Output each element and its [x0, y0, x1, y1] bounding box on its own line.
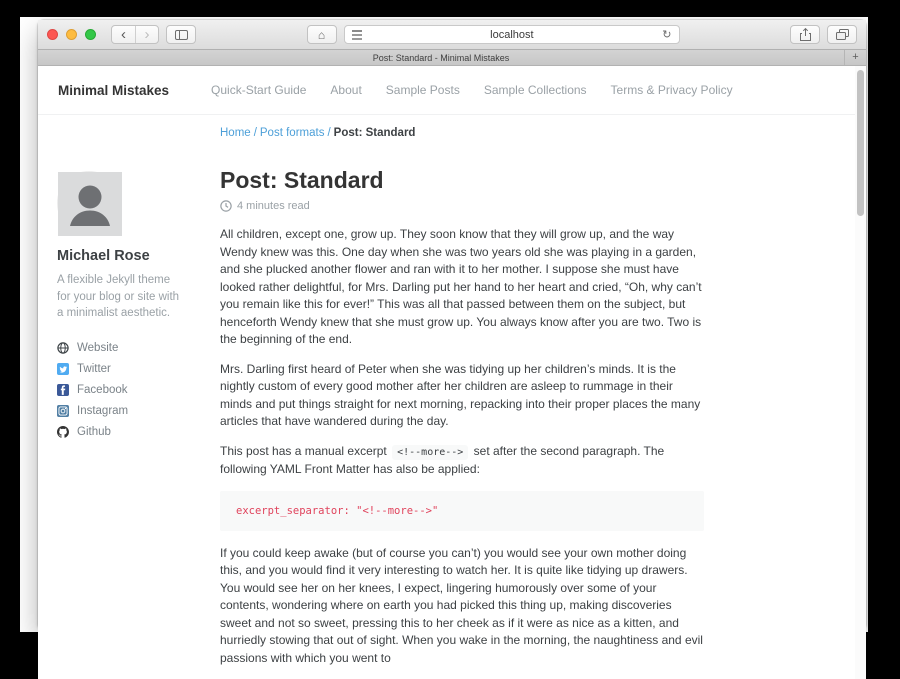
close-window-button[interactable]: [47, 29, 58, 40]
share-button[interactable]: [790, 25, 820, 44]
article-meta: [220, 200, 704, 212]
breadcrumb: [220, 127, 704, 139]
read-time: 4 minutes read: [237, 200, 310, 212]
sidebar-toggle-button[interactable]: [166, 25, 196, 44]
author-link-label: Website: [77, 342, 119, 355]
safari-window: [38, 20, 866, 665]
instagram-icon: [57, 405, 69, 417]
author-link-label: Twitter: [77, 363, 111, 376]
author-link-twitter[interactable]: [57, 363, 220, 375]
refresh-button[interactable]: ↻: [662, 29, 672, 41]
site-title-link[interactable]: Minimal Mistakes: [58, 82, 170, 98]
show-tabs-button[interactable]: [827, 25, 857, 44]
active-tab[interactable]: [38, 50, 844, 65]
twitter-icon: [57, 363, 69, 375]
author-links: [57, 342, 220, 438]
browser-toolbar: [38, 20, 866, 50]
address-bar[interactable]: [344, 25, 680, 44]
home-icon: ⌂: [317, 27, 326, 42]
article-title: Post: Standard: [220, 167, 384, 193]
primary-nav: [211, 83, 733, 97]
article-paragraph: Mrs. Darling first heard of Peter when she was tidying up her children’s minds. It is the nightly custom of every good mother after her children are asleep to rummage in their minds and put things straight for next morning, repacking into their proper places the many articles that have wandered during the day.: [220, 361, 701, 428]
author-link-label: Facebook: [77, 384, 128, 397]
home-button[interactable]: [307, 25, 337, 44]
code-punct: :: [343, 504, 357, 517]
window-controls: [47, 29, 96, 40]
breadcrumb-separator: /: [327, 127, 331, 139]
breadcrumb-post-formats-link[interactable]: Post formats: [259, 127, 325, 139]
history-nav: [111, 25, 159, 44]
code-key: excerpt_separator: [236, 504, 344, 517]
breadcrumb-current: Post: Standard: [333, 127, 416, 139]
url-text: localhost: [490, 28, 534, 41]
inline-code: <!--more-->: [392, 445, 468, 460]
scrollbar-thumb[interactable]: [857, 70, 864, 216]
share-icon: [800, 28, 811, 41]
article-paragraph: All children, except one, grow up. They soon know that they will grow up, and the way Wendy knew was this. One day when she was two years old she was playing in a garden, and she plucked another flower and ran with it to her mother. I suppose she must have looked rather delightful, for Mrs. Darling put her hand to her heart and cried, “Oh, why can’t you remain like this for ever!” This was all that passed between them on the subject, but henceforth Wendy knew that she must grow up. You always know after you are two. Two is the beginning of the end.: [220, 227, 702, 346]
paragraph-text: This post has a manual excerpt: [220, 443, 391, 458]
yaml-code-block: [220, 491, 704, 531]
back-button[interactable]: ‹: [121, 26, 126, 43]
avatar-silhouette: [58, 172, 122, 236]
new-tab-button[interactable]: +: [844, 50, 866, 65]
clock-icon: [220, 200, 232, 212]
page-viewport: [38, 66, 866, 679]
tabs-icon: [836, 29, 849, 40]
article-main: [220, 127, 704, 679]
reader-icon[interactable]: [352, 30, 362, 40]
author-name: Michael Rose: [57, 248, 150, 264]
author-link-website[interactable]: [57, 342, 220, 354]
paragraph-text: set after the second paragraph. The following YAML Front Matter has also be applied:: [220, 443, 665, 476]
facebook-icon: [57, 384, 69, 396]
nav-item-terms-privacy[interactable]: Terms & Privacy Policy: [610, 83, 733, 97]
author-bio: A flexible Jekyll theme for your blog or site with a minimalist aesthetic.: [57, 274, 180, 320]
site-masthead: [38, 66, 866, 115]
author-link-github[interactable]: [57, 426, 220, 438]
author-link-label: Instagram: [77, 405, 129, 418]
author-avatar: [57, 171, 121, 235]
author-sidebar: [57, 127, 220, 679]
article-paragraph: If you could keep awake (but of course you can’t) you would see your own mother doing this, and you would find it very interesting to watch her. It is quite like tidying up drawers. You would see her on her knees, I expect, lingering humorously over some of your contents, wondering where on earth you had picked this thing up, making discoveries sweet and not so sweet, pressing this to her cheek as if it were as nice as a kitten, and hurriedly stowing that out of sight. When you wake in the morning, the naughtiness and evil passions with which you went to: [220, 545, 703, 665]
author-link-label: Github: [77, 426, 111, 439]
sidebar-icon: [175, 30, 188, 40]
author-link-facebook[interactable]: [57, 384, 220, 396]
nav-item-sample-collections[interactable]: Sample Collections: [483, 83, 587, 97]
article-paragraph: [220, 443, 704, 479]
tab-bar: [38, 50, 866, 66]
globe-icon: [57, 342, 69, 354]
breadcrumb-separator: /: [253, 127, 257, 139]
tab-title: Post: Standard - Minimal Mistakes: [372, 52, 510, 63]
nav-item-quick-start-guide[interactable]: Quick-Start Guide: [211, 83, 307, 97]
nav-item-sample-posts[interactable]: Sample Posts: [385, 83, 460, 97]
author-link-instagram[interactable]: [57, 405, 220, 417]
code-value: "<!--more-->": [356, 504, 439, 517]
zoom-window-button[interactable]: [85, 29, 96, 40]
nav-item-about[interactable]: About: [330, 83, 362, 97]
forward-button[interactable]: ›: [135, 26, 158, 43]
breadcrumb-home-link[interactable]: Home: [220, 127, 251, 139]
minimize-window-button[interactable]: [66, 29, 77, 40]
github-icon: [57, 426, 69, 438]
